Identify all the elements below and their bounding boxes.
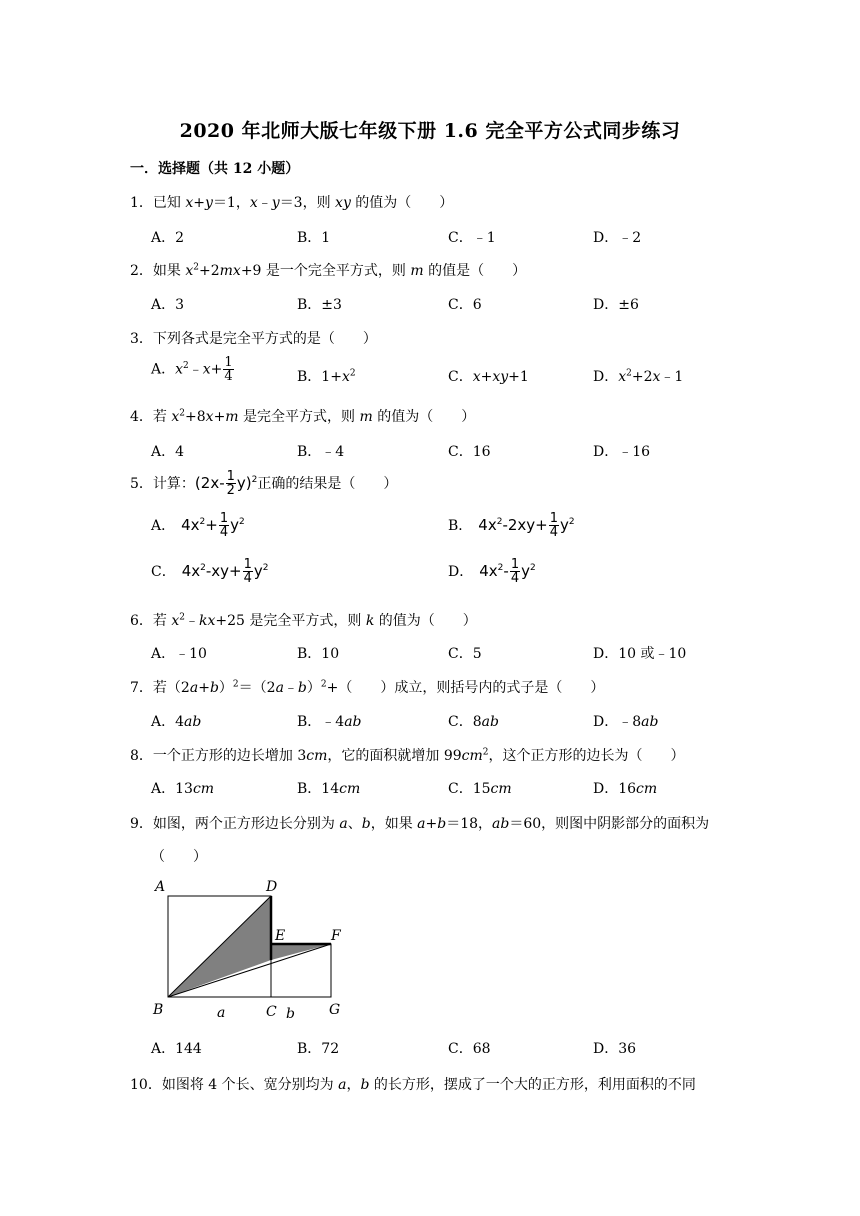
- section-heading: 一．选择题（共 12 小题）: [130, 161, 300, 177]
- q6-option-a: A．﹣10: [151, 646, 207, 662]
- q9-option-c: C．68: [448, 1041, 491, 1057]
- q2-option-b: B．±3: [297, 297, 342, 313]
- label-e: E: [275, 928, 286, 944]
- question-5: 5．计算：(2x- $\frac{1}{2}$ y)$^2$正确的结果是（ ）: [130, 469, 398, 498]
- q7-option-d: D．﹣8ab: [593, 714, 659, 730]
- q5-option-b: B． $4x^2-2xy+$ $\frac{1}{4}$ $y^2$: [448, 511, 575, 540]
- label-side-b: b: [286, 1006, 295, 1022]
- question-8: 8．一个正方形的边长增加 3cm，它的面积就增加 $99cm^2$，这个正方形的边长为（ ）: [130, 747, 685, 764]
- q8-option-a: A．13cm: [151, 781, 215, 797]
- q8-option-c: C．15cm: [448, 781, 512, 797]
- shaded-triangle-efh: [271, 944, 331, 960]
- q8-option-b: B．14cm: [297, 781, 361, 797]
- q5-option-a: A． $4x^2+$ $\frac{1}{4}$ $y^2$: [151, 511, 245, 540]
- q7-option-c: C．8ab: [448, 714, 499, 730]
- q6-option-d: D．10 或﹣10: [593, 646, 687, 662]
- q2-option-a: A．3: [151, 297, 185, 313]
- q4-option-b: B．﹣4: [297, 444, 345, 460]
- q2-option-d: D．±6: [593, 297, 639, 313]
- q2-option-c: C．6: [448, 297, 482, 313]
- q1-option-d: D．﹣2: [593, 230, 642, 246]
- q6-option-c: C．5: [448, 646, 482, 662]
- q3-option-c: C．x+xy+1: [448, 369, 529, 385]
- q9-option-a: A．144: [151, 1041, 202, 1057]
- q7-option-a: A．4ab: [151, 714, 202, 730]
- page-title: 2020 年北师大版七年级下册 1.6 完全平方公式同步练习: [179, 120, 681, 142]
- question-2: 2．如果 $x^2+2mx+9$ 是一个完全平方式，则 m 的值是（ ）: [130, 262, 527, 279]
- q1-option-b: B．1: [297, 230, 331, 246]
- q6-option-b: B．10: [297, 646, 340, 662]
- q9-option-d: D．36: [593, 1041, 637, 1057]
- label-b-point: B: [153, 1002, 164, 1018]
- q5-option-c: C． $4x^2-xy+$ $\frac{1}{4}$ $y^2$: [151, 557, 269, 586]
- q1-option-a: A．2: [151, 230, 185, 246]
- q9-figure: [148, 872, 358, 1024]
- question-4: 4．若 $x^2+8x+m$ 是完全平方式，则 m 的值为（ ）: [130, 408, 476, 425]
- label-f: F: [331, 928, 341, 944]
- label-side-a: a: [217, 1005, 226, 1021]
- q3-option-a: A．$x^2﹣x+$ $\frac{1}{4}$: [151, 355, 233, 384]
- q7-option-b: B．﹣4ab: [297, 714, 362, 730]
- question-9-blank: （ ）: [151, 849, 207, 865]
- question-7: 7．若$(2a+b)^2=(2a﹣b)^2+$（ ）成立，则括号内的式子是（ ）: [130, 679, 605, 696]
- q4-option-a: A．4: [151, 444, 185, 460]
- q3-option-b: B．$1+x^2$: [297, 368, 356, 385]
- q9-option-b: B．72: [297, 1041, 340, 1057]
- fraction: $\frac{1}{4}$: [224, 355, 233, 384]
- question-1: 1．已知 x+y＝1，x﹣y＝3，则 xy 的值为（ ）: [130, 195, 454, 211]
- q1-option-c: C．﹣1: [448, 230, 496, 246]
- label-d: D: [266, 879, 278, 895]
- q8-option-d: D．16cm: [593, 781, 658, 797]
- question-9: 9．如图，两个正方形边长分别为 a、b，如果 a+b＝18，ab＝60，则图中阴影部分的面积为: [130, 816, 710, 832]
- question-10: 10．如图将 4 个长、宽分别均为 a，b 的长方形，摆成了一个大的正方形，利用面积的不同: [130, 1077, 696, 1093]
- q4-option-c: C．16: [448, 444, 491, 460]
- question-3: 3．下列各式是完全平方式的是（ ）: [130, 331, 377, 347]
- label-g: G: [329, 1002, 341, 1018]
- q5-expression: (2x- $\frac{1}{2}$ y)$^2$: [194, 469, 258, 498]
- q5-option-d: D． $4x^2-$ $\frac{1}{4}$ $y^2$: [448, 557, 536, 586]
- q4-option-d: D．﹣16: [593, 444, 651, 460]
- question-6: 6．若 $x^2﹣kx+25$ 是完全平方式，则 k 的值为（ ）: [130, 612, 477, 629]
- label-a-point: A: [155, 879, 166, 895]
- q3-option-d: D．$x^2+2x﹣1$: [593, 368, 684, 385]
- label-c: C: [266, 1004, 277, 1020]
